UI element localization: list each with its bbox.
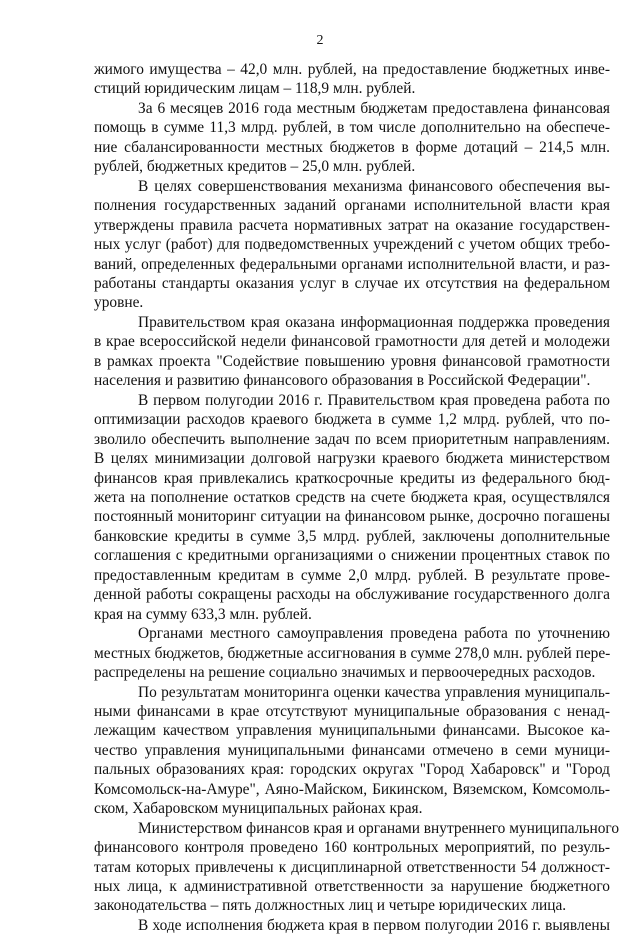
text-line: По результатам мониторинга оценки качества управления муниципаль- (138, 683, 610, 701)
text-line: соглашения с кредитными организациями о снижении процентных ставок по (94, 547, 610, 565)
paragraph (94, 683, 610, 819)
text-line: Органами местного самоуправления проведена работа по уточнению (138, 625, 610, 643)
text-line: банковские кредиты в сумме 3,5 млрд. рублей, заключены дополнительные (94, 527, 610, 545)
text-line: законодательства – пять должностных лиц и четыре юридических лица. (94, 897, 567, 915)
text-line: финансового контроля проведено 160 контрольных мероприятий, по резуль- (94, 839, 610, 857)
text-line: уровне. (94, 294, 144, 312)
text-line: татам которых привлечены к дисциплинарной ответственности 54 должност- (94, 858, 610, 876)
paragraph (94, 819, 620, 916)
text-line: В ходе исполнения бюджета края в первом полугодии 2016 г. выявлены (138, 916, 610, 934)
text-line: Министерством финансов края и органами внутреннего муниципального (138, 819, 620, 837)
paragraph (94, 916, 610, 935)
text-line: ваний, определенных федеральными органами исполнительной власти, и раз- (94, 255, 610, 273)
text-line: в рамках проекта "Содействие повышению уровня финансовой грамотности (94, 352, 610, 370)
text-line: утверждены правила расчета нормативных затрат на оказание государствен- (94, 216, 610, 234)
text-line: ных услуг (работ) для подведомственных учреждений с учетом общих требо- (94, 236, 610, 254)
text-line: лежащим качеством управления муниципальными финансами. Высокое ка- (94, 722, 610, 740)
text-line: чество управления муниципальными финансами отмечено в семи муници- (94, 741, 610, 759)
text-line: населения и развитию финансового образования в Российской Федерации". (94, 372, 591, 390)
text-line: денной работы сокращены расходы на обслуживание государственного долга (94, 586, 610, 604)
text-line: В целях совершенствования механизма финансового обеспечения вы- (138, 177, 610, 195)
page-number: 2 (316, 33, 324, 48)
text-line: местных бюджетов, бюджетные ассигнования в сумме 278,0 млн. рублей пере- (94, 644, 611, 662)
text-line: Комсомольск-на-Амуре", Аяно-Майском, Бикинском, Вяземском, Комсомоль- (94, 780, 610, 798)
paragraph (94, 60, 610, 99)
text-line: стиций юридическим лицам – 118,9 млн. рублей. (94, 80, 416, 98)
text-line: ных лица, к административной ответственности за нарушение бюджетного (94, 878, 610, 896)
paragraph (94, 313, 610, 391)
text-line: предоставленным кредитам в сумме 2,0 млрд. рублей. В результате прове- (94, 566, 610, 584)
text-line: жета на пополнение остатков средств на счете бюджета края, осуществлялся (94, 488, 610, 506)
paragraph (94, 624, 610, 682)
text-line: жимого имущества – 42,0 млн. рублей, на предоставление бюджетных инве- (94, 61, 610, 78)
text-line: оптимизации расходов краевого бюджета в сумме 1,2 млрд. рублей, что по- (94, 411, 610, 429)
text-line: пальных образованиях края: городских округах "Город Хабаровск" и "Город (94, 761, 610, 779)
text-line: В первом полугодии 2016 г. Правительством края проведена работа по (138, 391, 610, 409)
text-line: работаны стандарты оказания услуг в случае их отсутствия на федеральном (94, 274, 610, 292)
text-line: финансов края привлекались краткосрочные кредиты из федерального бюд- (94, 469, 610, 487)
text-line: в крае всероссийской недели финансовой грамотности для детей и молодежи (94, 333, 610, 351)
text-line: В целях минимизации долговой нагрузки краевого бюджета министерством (94, 450, 610, 468)
document-body (94, 60, 620, 935)
text-line: постоянный мониторинг ситуации на финансовом рынке, досрочно погашены (94, 508, 610, 526)
paragraph (94, 177, 610, 313)
text-line: полнения государственных заданий органами исполнительной власти края (94, 197, 610, 215)
text-line: ском, Хабаровском муниципальных районах края. (94, 800, 423, 818)
text-line: края на сумму 633,3 млн. рублей. (94, 605, 312, 623)
text-line: распределены на решение социально значимых и первоочередных расходов. (94, 664, 596, 682)
text-line: ными финансами в крае отсутствуют муниципальные образования с ненад- (94, 702, 610, 720)
text-line: зволило обеспечить выполнение задач по всем приоритетным направлениям. (94, 430, 610, 448)
text-line: За 6 месяцев 2016 года местным бюджетам предоставлена финансовая (138, 99, 610, 117)
text-line: рублей, бюджетных кредитов – 25,0 млн. рублей. (94, 158, 416, 176)
paragraph (94, 99, 610, 177)
text-line: ние сбалансированности местных бюджетов в форме дотаций – 214,5 млн. (94, 138, 610, 156)
paragraph (94, 391, 610, 624)
text-line: Правительством края оказана информационная поддержка проведения (138, 313, 610, 331)
text-line: помощь в сумме 11,3 млрд. рублей, в том числе дополнительно на обеспече- (94, 119, 610, 137)
